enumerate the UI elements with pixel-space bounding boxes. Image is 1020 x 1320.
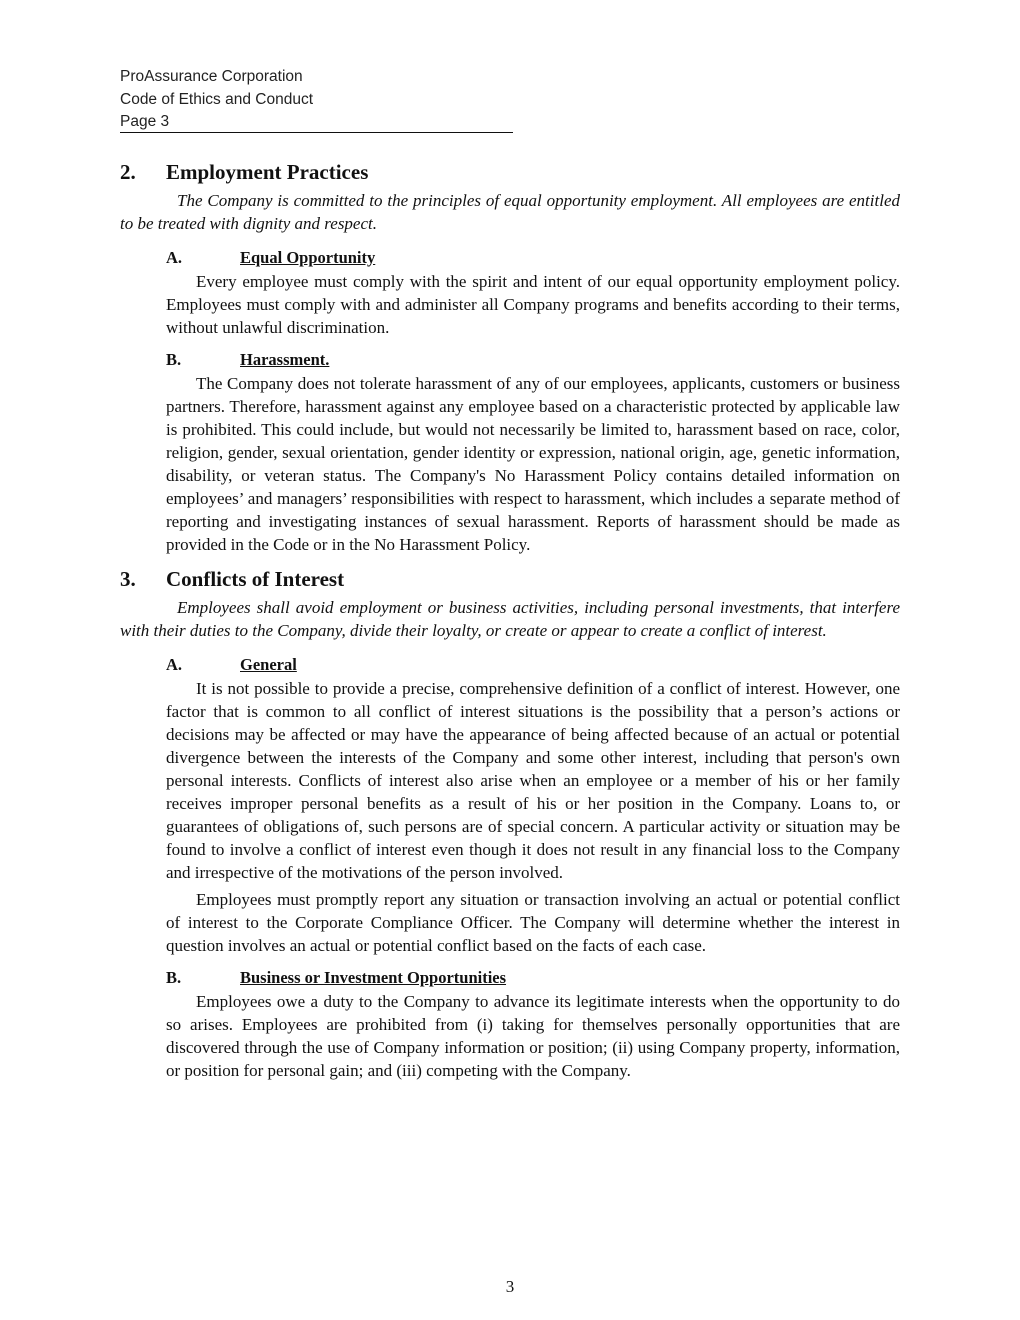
- section-intro: Employees shall avoid employment or business activities, including personal investments, that interfere with their duties to the Company, divide their loyalty, or create or appear to create a conflict of interest.: [120, 598, 900, 640]
- section-employment-practices: [120, 157, 900, 556]
- header-divider: [120, 132, 513, 133]
- subsection-title: Harassment.: [240, 350, 330, 369]
- subsection-heading: [166, 348, 900, 372]
- subsection-equal-opportunity: [166, 246, 900, 339]
- subsection-heading: [166, 246, 900, 270]
- subsection-letter: B.: [166, 350, 182, 369]
- section-title: Employment Practices: [166, 160, 369, 184]
- subsection-general: [166, 653, 900, 957]
- document-body: [120, 157, 900, 1082]
- subsection-heading: [166, 966, 900, 990]
- section-heading: [120, 157, 900, 187]
- subsection-letter: B.: [166, 968, 182, 987]
- paragraph: Employees owe a duty to the Company to advance its legitimate interests when the opportunity to do so arises. Employees are prohibited from (i) taking for themselves personally opportunities that are discovered through the use of Company information or position; (ii) using Company property, information, or position for personal gain; and (iii) competing with the Company.: [166, 992, 900, 1080]
- subsection-title: Business or Investment Opportunities: [240, 968, 507, 987]
- section-conflicts-of-interest: [120, 564, 900, 1082]
- page-header: [120, 66, 512, 134]
- page-number: 3: [505, 1277, 515, 1296]
- subsection-letter: A.: [166, 655, 183, 674]
- subsection-title: General: [240, 655, 297, 674]
- paragraph: It is not possible to provide a precise, comprehensive definition of a conflict of interest. However, one factor that is common to all conflict of interest situations is the possibility that a person’s actions or decisions may be affected or may have the appearance of being affected because of an actual or potential divergence between the interests of the Company and some other interest, including that person's own personal interests. Conflicts of interest also arise when an employee or a member of his or her family receives improper personal benefits as a result of his or her position in the Company. Loans to, or guarantees of obligations of, such persons are of special concern. A particular activity or situation may be found to involve a conflict of interest even though it does not result in any financial loss to the Company and irrespective of the motivations of the person involved.: [166, 679, 900, 882]
- subsection-letter: A.: [166, 248, 183, 267]
- section-heading: [120, 564, 900, 594]
- section-title: Conflicts of Interest: [166, 567, 345, 591]
- header-page-label: Page 3: [120, 113, 170, 130]
- paragraph: The Company does not tolerate harassment of any of our employees, applicants, customers or business partners. Therefore, harassment against any employee based on a characteristic protected by applicable law is prohibited. This could include, but would not necessarily be limited to, harassment based on race, color, religion, gender, sexual orientation, gender identity or expression, national origin, age, genetic information, disability, or veteran status. The Company's No Harassment Policy contains detailed information on employees’ and managers’ responsibilities with respect to harassment, which includes a separate method of reporting and investigating instances of sexual harassment. Reports of harassment should be made as provided in the Code or in the No Harassment Policy.: [166, 374, 900, 554]
- section-intro: The Company is committed to the principles of equal opportunity employment. All employees are entitled to be treated with dignity and respect.: [120, 191, 900, 233]
- subsection-title: Equal Opportunity: [240, 248, 376, 267]
- subsection-business-opportunities: [166, 966, 900, 1082]
- subsection-heading: [166, 653, 900, 677]
- header-document-title: Code of Ethics and Conduct: [120, 90, 314, 108]
- section-number: 2.: [120, 160, 136, 184]
- subsection-harassment: [166, 348, 900, 556]
- paragraph: Every employee must comply with the spirit and intent of our equal opportunity employment policy. Employees must comply with and administer all Company programs and benefits according to their terms, without unlawful discrimination.: [166, 272, 900, 337]
- section-number: 3.: [120, 567, 136, 591]
- paragraph: Employees must promptly report any situation or transaction involving an actual or potential conflict of interest to the Corporate Compliance Officer. The Company will determine whether the interest in question involves an actual or potential conflict based on the facts of each case.: [166, 890, 900, 955]
- header-company: ProAssurance Corporation: [120, 68, 303, 85]
